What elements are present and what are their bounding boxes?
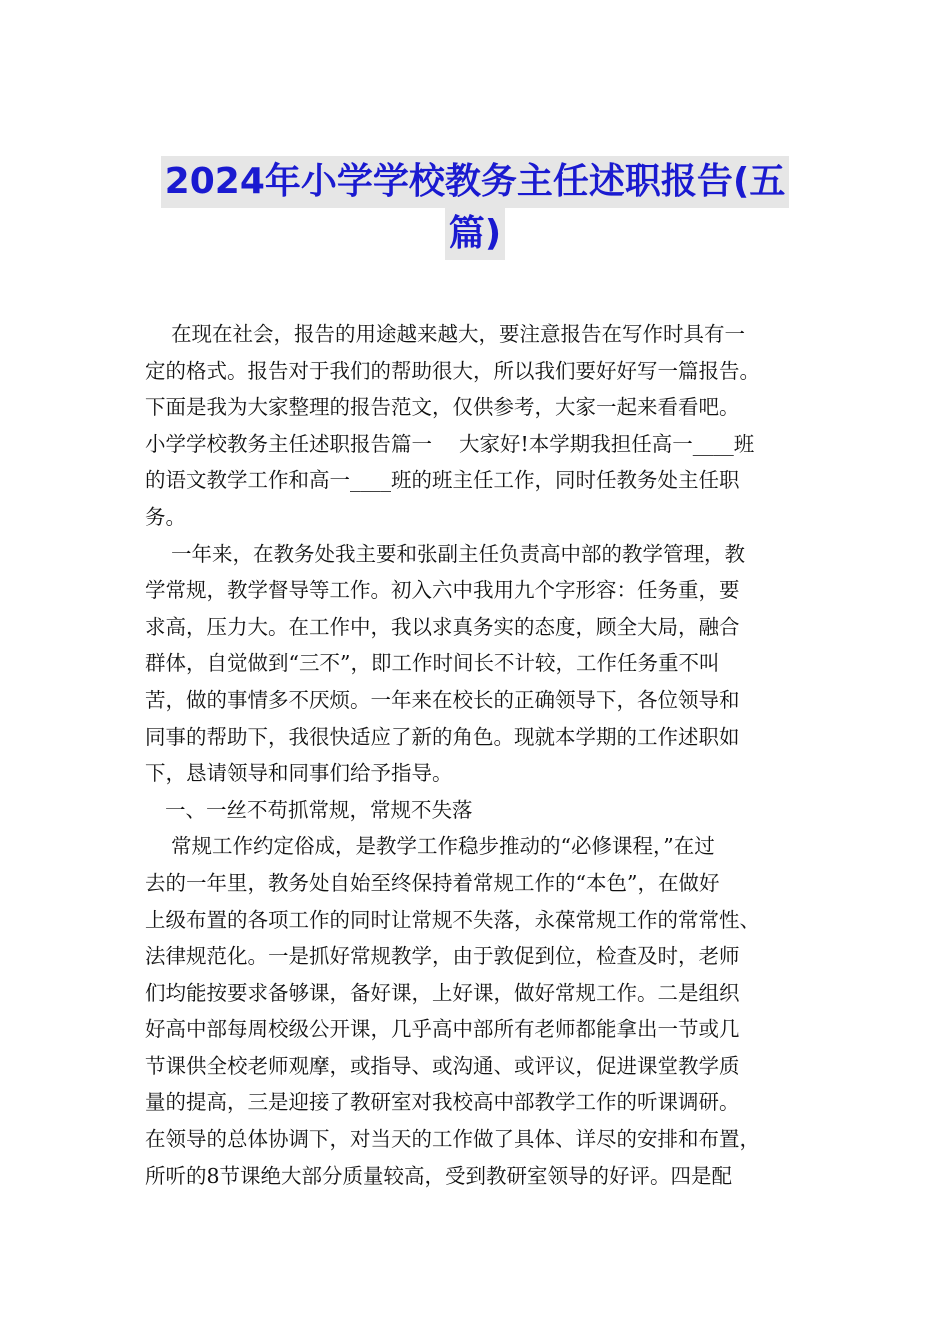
body-line: 的语文教学工作和高一____班的班主任工作，同时任教务处主任职 bbox=[145, 468, 740, 493]
body-line: 学常规，教学督导等工作。初入六中我用九个字形容：任务重，要 bbox=[145, 578, 740, 603]
body-line: 小学学校教务主任述职报告篇一 大家好!本学期我担任高一____班 bbox=[145, 431, 755, 456]
body-line: 群体，自觉做到“三不”，即工作时间长不计较，工作任务重不叫 bbox=[145, 651, 720, 676]
body-line: 求高，压力大。在工作中，我以求真务实的态度，顾全大局，融合 bbox=[145, 614, 740, 639]
body-line: 法律规范化。一是抓好常规教学，由于敦促到位，检查及时，老师 bbox=[145, 944, 740, 969]
body-line: 常规工作约定俗成，是教学工作稳步推动的“必修课程，”在过 bbox=[171, 834, 715, 859]
title-line-2: 篇) bbox=[445, 208, 505, 260]
section-heading: 一、一丝不苟抓常规，常规不失落 bbox=[165, 797, 473, 822]
body-line: 好高中部每周校级公开课，几乎高中部所有老师都能拿出一节或几 bbox=[145, 1017, 740, 1042]
body-line: 所听的8节课绝大部分质量较高，受到教研室领导的好评。四是配 bbox=[145, 1163, 733, 1188]
body-line: 下，恳请领导和同事们给予指导。 bbox=[145, 761, 453, 786]
body-line: 们均能按要求备够课，备好课，上好课，做好常规工作。二是组织 bbox=[145, 980, 740, 1005]
body-line: 定的格式。报告对于我们的帮助很大，所以我们要好好写一篇报告。 bbox=[145, 358, 760, 383]
body-line: 下面是我为大家整理的报告范文，仅供参考，大家一起来看看吧。 bbox=[145, 395, 740, 420]
body-line: 苦，做的事情多不厌烦。一年来在校长的正确领导下，各位领导和 bbox=[145, 687, 740, 712]
body-line: 量的提高，三是迎接了教研室对我校高中部教学工作的听课调研。 bbox=[145, 1090, 740, 1115]
body-line: 务。 bbox=[145, 504, 186, 529]
document-body bbox=[145, 316, 825, 1194]
body-line: 节课供全校老师观摩，或指导、或沟通、或评议，促进课堂教学质 bbox=[145, 1053, 740, 1078]
body-line: 去的一年里，教务处自始至终保持着常规工作的“本色”，在做好 bbox=[145, 870, 720, 895]
body-line: 同事的帮助下，我很快适应了新的角色。现就本学期的工作述职如 bbox=[145, 724, 740, 749]
body-line: 在领导的总体协调下，对当天的工作做了具体、详尽的安排和布置， bbox=[145, 1127, 760, 1152]
body-line: 上级布置的各项工作的同时让常规不失落，永葆常规工作的常常性、 bbox=[145, 907, 760, 932]
body-line: 在现在社会，报告的用途越来越大，要注意报告在写作时具有一 bbox=[171, 322, 745, 346]
body-line: 一年来，在教务处我主要和张副主任负责高中部的教学管理，教 bbox=[171, 541, 745, 566]
title-line-1: 2024年小学学校教务主任述职报告(五 bbox=[161, 156, 790, 208]
